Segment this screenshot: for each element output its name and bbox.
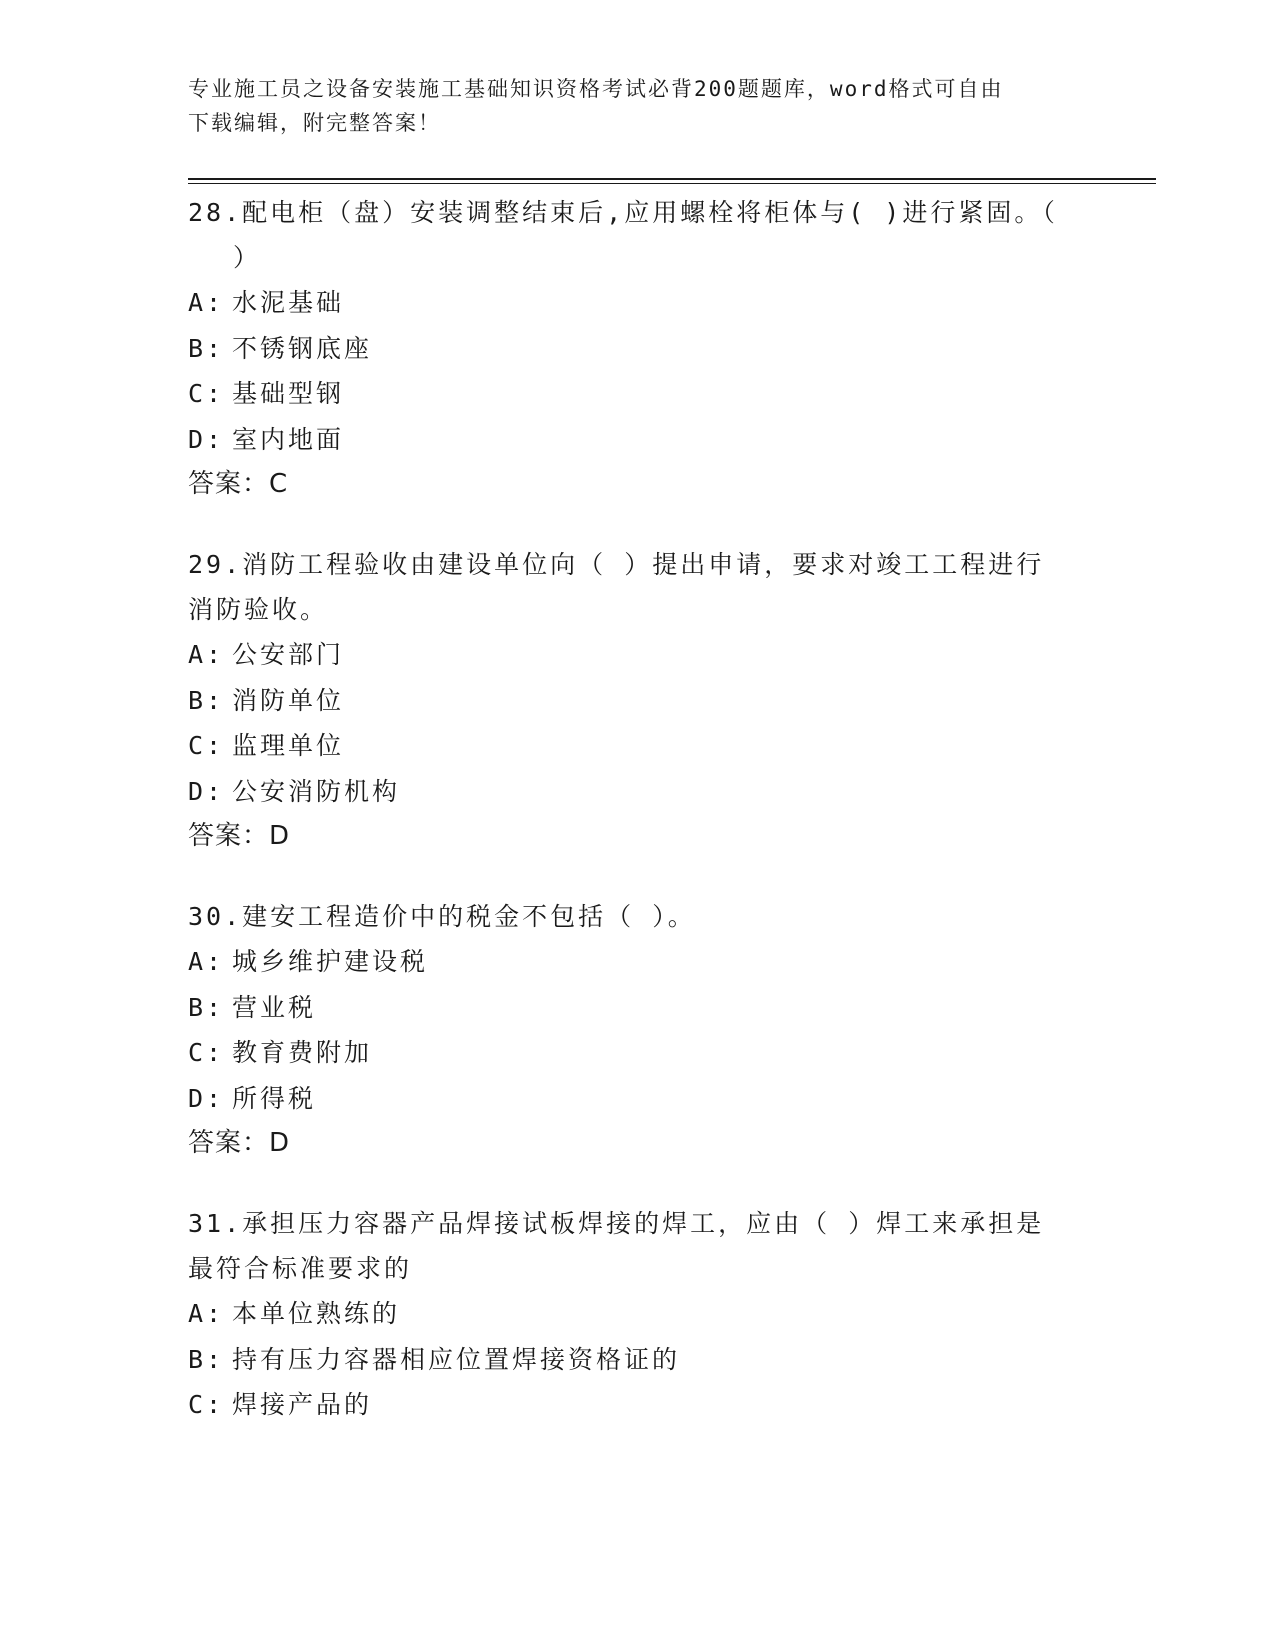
option-key: B: [188,685,225,715]
option-text: 监理单位 [232,731,345,760]
option-text: 公安消防机构 [232,776,401,806]
header-line-2: 下载编辑，附完整答案！ [188,111,441,135]
question-30 [188,894,1088,1166]
option-key: B: [188,333,225,363]
question-stem-continuation: ） [233,243,262,272]
option-b [188,678,1088,724]
option-c [188,1382,1088,1428]
option-text: 焊接产品的 [232,1390,373,1419]
question-stem-continuation: 最符合标准要求的 [188,1254,413,1283]
question-stem: 30.建安工程造价中的税金不包括（ ）。 [188,902,696,931]
question-stem-continuation: 消防验收。 [188,595,329,624]
option-text: 基础型钢 [232,379,345,408]
option-key: A: [188,1299,225,1328]
option-d [188,1076,1088,1122]
option-text: 教育费附加 [232,1038,373,1067]
option-a [188,939,1088,985]
question-31 [188,1201,1088,1428]
answer-line: 答案：C [188,469,289,499]
option-key: D: [188,424,225,454]
option-key: C: [188,379,225,408]
option-d [188,769,1088,815]
option-text: 所得税 [232,1083,317,1113]
option-a [188,632,1088,678]
header-divider-thick [188,178,1156,180]
option-key: A: [188,947,225,976]
option-text: 室内地面 [232,424,345,454]
option-text: 不锈钢底座 [232,333,373,363]
question-stem: 28.配电柜（盘）安装调整结束后,应用螺栓将柜体与( )进行紧固。（ [188,198,1058,227]
option-text: 水泥基础 [232,288,345,317]
header-line-1: 专业施工员之设备安装施工基础知识资格考试必背200题题库，word格式可自由 [188,77,1004,101]
option-b [188,985,1088,1031]
option-b [188,1337,1088,1383]
answer-line: 答案：D [188,821,291,851]
option-key: D: [188,776,225,806]
question-stem: 31.承担压力容器产品焊接试板焊接的焊工，应由（ ）焊工来承担是 [188,1209,1045,1238]
option-key: B: [188,992,225,1022]
question-28 [188,190,1088,507]
option-text: 营业税 [232,992,317,1022]
question-29 [188,542,1088,859]
document-header [188,72,1068,140]
option-text: 本单位熟练的 [232,1299,401,1328]
option-key: D: [188,1083,225,1113]
option-key: A: [188,288,225,317]
question-stem: 29.消防工程验收由建设单位向（ ）提出申请，要求对竣工工程进行 [188,550,1045,579]
option-key: C: [188,1390,225,1419]
option-c [188,723,1088,769]
option-text: 消防单位 [232,685,345,715]
option-key: A: [188,640,225,669]
option-c [188,371,1088,417]
option-text: 持有压力容器相应位置焊接资格证的 [232,1344,681,1374]
option-key: C: [188,731,225,760]
answer-line: 答案：D [188,1128,291,1158]
header-divider-thin [188,183,1156,184]
option-key: B: [188,1344,225,1374]
option-key: C: [188,1038,225,1067]
option-c [188,1030,1088,1076]
question-list [188,190,1088,1463]
option-b [188,326,1088,372]
option-a [188,280,1088,326]
option-text: 公安部门 [232,640,345,669]
option-text: 城乡维护建设税 [232,947,429,976]
option-d [188,417,1088,463]
option-a [188,1291,1088,1337]
